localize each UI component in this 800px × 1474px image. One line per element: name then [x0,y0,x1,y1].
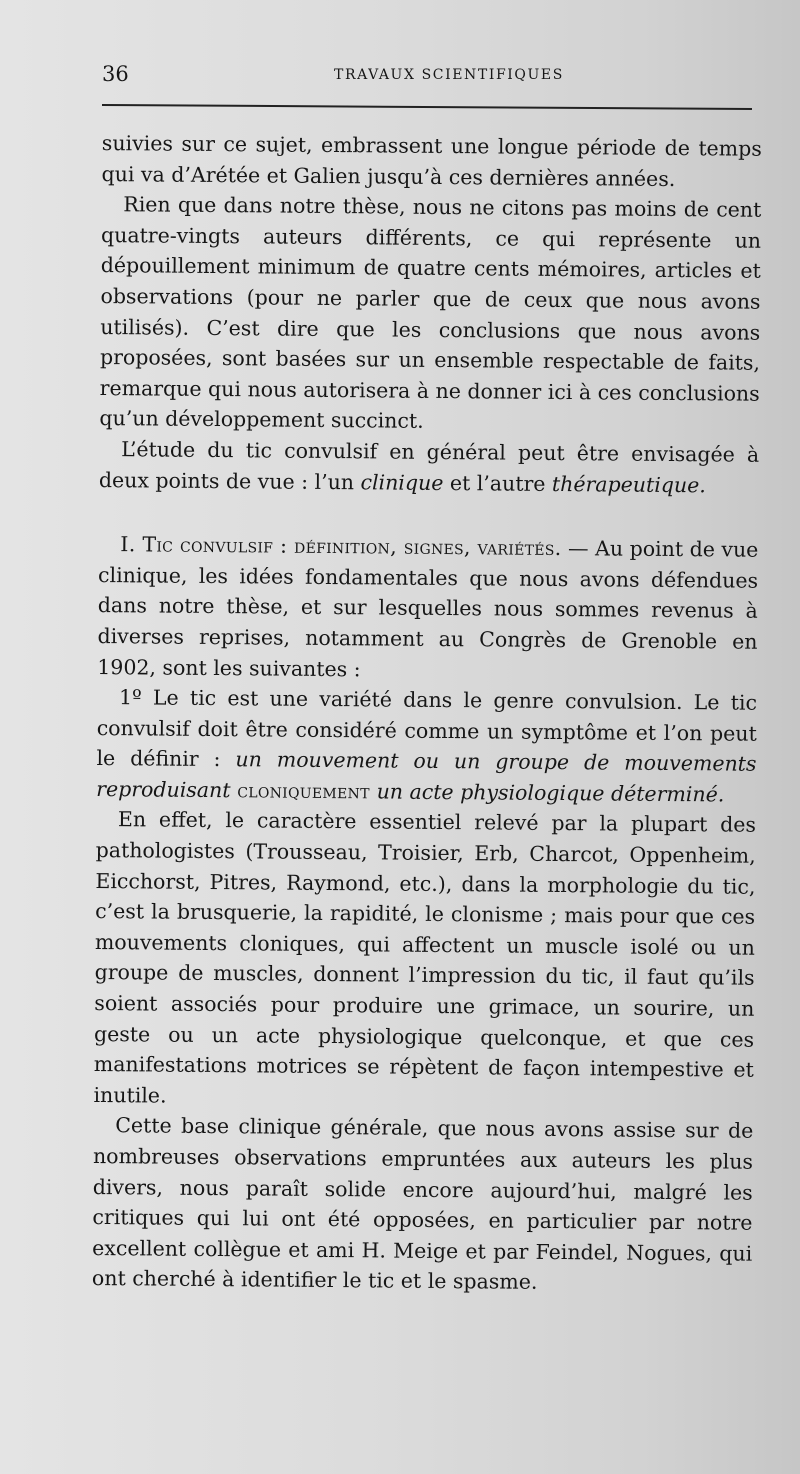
paragraph-4-text: — Au point de vue clinique, les idées fondamentales que nous avons défendues dans notre thèse, et sur lesquelles nous sommes revenus à diverses reprises, notamment au Congrès de Grenoble en 1902, sont les suivantes : [97,536,759,681]
page-number: 36 [102,62,129,86]
paragraph-5 [96,682,757,810]
cloniquement-smallcaps: cloniquement [230,778,377,804]
paragraph-1: suivies sur ce sujet, embrassent une longue période de temps qui va d’Arétée et Galien jusqu’à ces dernières années. [101,130,762,191]
section-heading: I. Tic convulsif : définition, signes, variétés. [120,532,562,561]
clinique-term: clinique [360,469,444,495]
paragraph-5-text: 1º Le tic est une variété dans le genre convulsion. Le tic convulsif doit être considéré comme un symptôme et l’on peut le définir : [96,685,758,772]
body-text [92,128,762,1300]
paragraph-3-text: L’étude du tic convulsif en général peut être envisagée à deux points de vue : l’un [98,437,760,494]
paragraph-6: En effet, le caractère essentiel relevé par la plupart des pathologistes (Trousseau, Troisier, Erb, Charcot, Oppenheim, Eicchorst, Pitres, Raymond, etc.), dans la morphologie du tic, c’est la brusquerie, la rapidité, le clonisme ; mais pour que ces mouvements cloniques, qui affectent un muscle isolé ou un groupe de muscles, donnent l’impression du tic, il faut qu’ils soient associés pour produire une grimace, un sourire, un geste ou un acte physiologique quelconque, et que ces manifestations motrices se répètent de façon intempestive et inutile. [93,807,757,1108]
running-head-title: TRAVAUX SCIENTIFIQUES [334,67,564,83]
definition-italic: un mouvement ou un groupe de mouvements reproduisant [96,747,757,803]
paragraph-7: Cette base clinique générale, que nous avons assise sur de nombreuses observations empruntées aux auteurs les plus divers, nous paraît solide encore aujourd’hui, malgré les critiques qui lui ont été opposées, en particulier par notre excellent collègue et ami H. Meige et par Feindel, Nogues, qui ont cherché à identifier le tic et le spasme. [91,1113,754,1295]
paragraph-3 [99,434,760,501]
paragraph-3-joiner: et l’autre [443,470,553,496]
paragraph-2: Rien que dans notre thèse, nous ne citons pas moins de cent quatre-vingts auteurs différents, ce qui représente un dépouillement minimum de quatre cents mémoires, articles et observations (pour ne parler que de ceux que nous avons utilisés). C’est dire que les conclusions que nous avons proposées, sont basées sur un ensemble respectable de faits, remarque qui nous autorisera à ne donner ici à ces conclusions qu’un développement succinct. [99,192,762,434]
definition-italic-end: un acte physiologique déterminé. [376,779,725,807]
paragraph-4 [97,529,758,688]
running-head [102,62,752,92]
therapeutique-term: thérapeutique. [551,471,706,497]
header-rule [102,104,752,110]
